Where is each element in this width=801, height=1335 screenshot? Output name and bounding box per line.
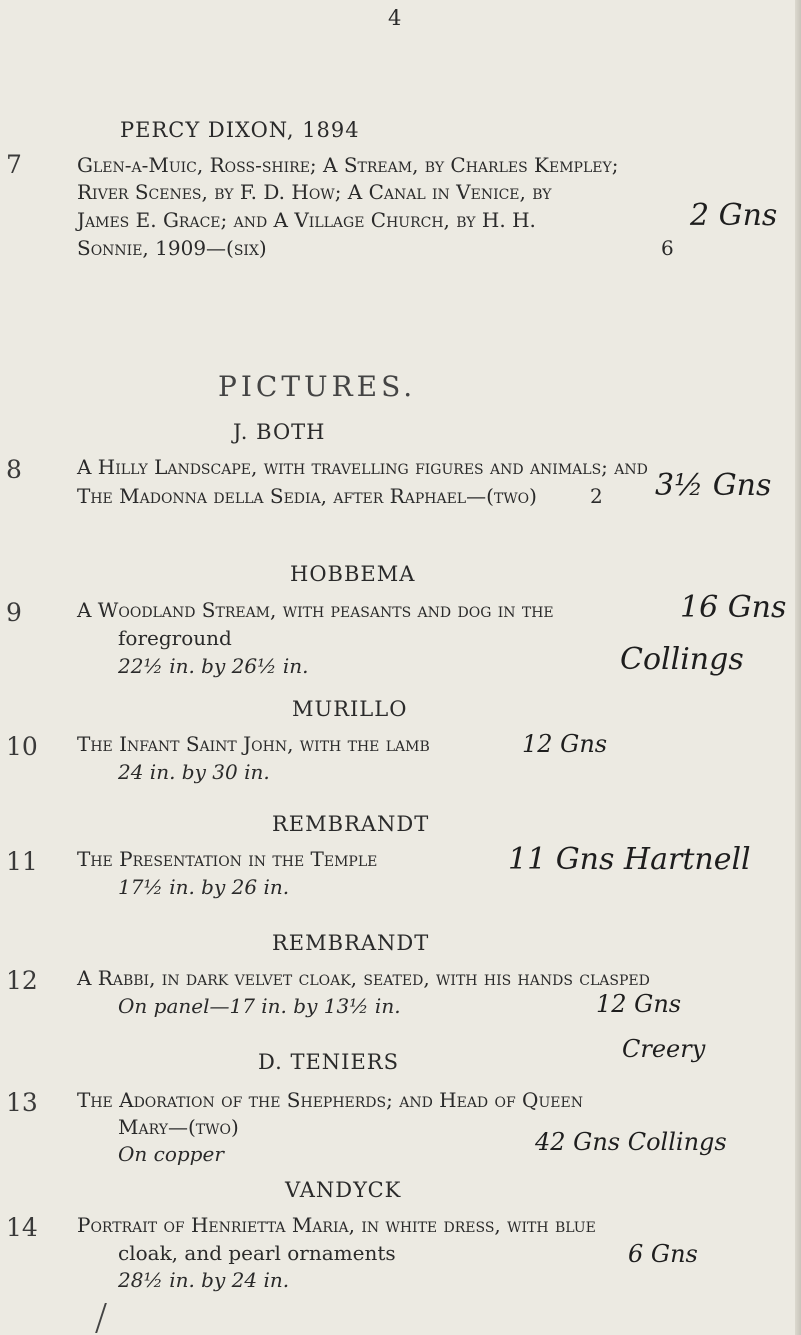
lot-description: River Scenes, by F. D. How; A Canal in Venice, by	[77, 180, 552, 204]
lot-number: 13	[6, 1088, 38, 1117]
pencil-mark	[95, 1303, 129, 1333]
artist-heading: MURILLO	[292, 697, 408, 721]
lot-number: 8	[6, 455, 22, 484]
handwritten-price: 12 Gns	[596, 990, 682, 1018]
artist-heading: J. BOTH	[233, 420, 326, 444]
lot-description: The Adoration of the Shepherds; and Head of Queen	[77, 1088, 583, 1112]
handwritten-price: 42 Gns Collings	[535, 1128, 727, 1156]
lot-description: Portrait of Henrietta Maria, in white dress, with blue	[77, 1213, 596, 1237]
lot-description: The Presentation in the Temple	[77, 847, 378, 871]
lot-number: 11	[6, 847, 38, 876]
lot-description: cloak, and pearl ornaments	[118, 1241, 396, 1265]
handwritten-price: 11 Gns Hartnell	[508, 842, 751, 877]
handwritten-price: 12 Gns	[522, 730, 608, 758]
handwritten-buyer: Collings	[620, 642, 744, 677]
artist-heading: VANDYCK	[285, 1178, 402, 1202]
lot-number: 9	[6, 598, 22, 627]
artist-heading: HOBBEMA	[290, 562, 416, 586]
lot-number: 12	[6, 966, 38, 995]
lot-count: 2	[590, 484, 603, 508]
lot-description: The Madonna della Sedia, after Raphael—(two)	[77, 484, 537, 508]
lot-number: 14	[6, 1213, 38, 1242]
lot-description: The Infant Saint John, with the lamb	[77, 732, 430, 756]
lot-dimensions: On panel—17 in. by 13½ in.	[118, 994, 401, 1018]
section-heading: PICTURES.	[218, 370, 417, 403]
lot-dimensions: 24 in. by 30 in.	[118, 760, 270, 784]
artist-heading: PERCY DIXON, 1894	[120, 118, 360, 142]
page-edge	[795, 0, 801, 1335]
lot-dimensions: 28½ in. by 24 in.	[118, 1268, 290, 1292]
lot-description: Glen-a-Muic, Ross-shire; A Stream, by Charles Kempley;	[77, 153, 619, 177]
lot-description: Sonnie, 1909—(six)	[77, 236, 267, 260]
handwritten-price: 16 Gns	[680, 590, 787, 625]
lot-description: foreground	[118, 626, 232, 650]
lot-medium: On copper	[118, 1142, 224, 1166]
lot-description: A Hilly Landscape, with travelling figures and animals; and	[77, 455, 648, 479]
handwritten-price: 6 Gns	[628, 1240, 698, 1268]
handwritten-price: 2 Gns	[690, 198, 778, 233]
lot-number: 10	[6, 732, 38, 761]
page-number: 4	[388, 6, 402, 30]
lot-dimensions: 22½ in. by 26½ in.	[118, 654, 309, 678]
handwritten-price: 3½ Gns	[655, 468, 772, 503]
artist-heading: REMBRANDT	[272, 931, 430, 955]
lot-description: Mary—(two)	[118, 1115, 239, 1139]
lot-description: A Woodland Stream, with peasants and dog in the	[77, 598, 554, 622]
artist-heading: D. TENIERS	[258, 1050, 399, 1074]
lot-description: James E. Grace; and A Village Church, by H. H.	[77, 208, 536, 232]
artist-heading: REMBRANDT	[272, 812, 430, 836]
lot-count: 6	[661, 236, 674, 260]
handwritten-buyer: Creery	[622, 1035, 706, 1063]
lot-dimensions: 17½ in. by 26 in.	[118, 875, 290, 899]
lot-description: A Rabbi, in dark velvet cloak, seated, with his hands clasped	[77, 966, 650, 990]
lot-number: 7	[6, 150, 22, 179]
